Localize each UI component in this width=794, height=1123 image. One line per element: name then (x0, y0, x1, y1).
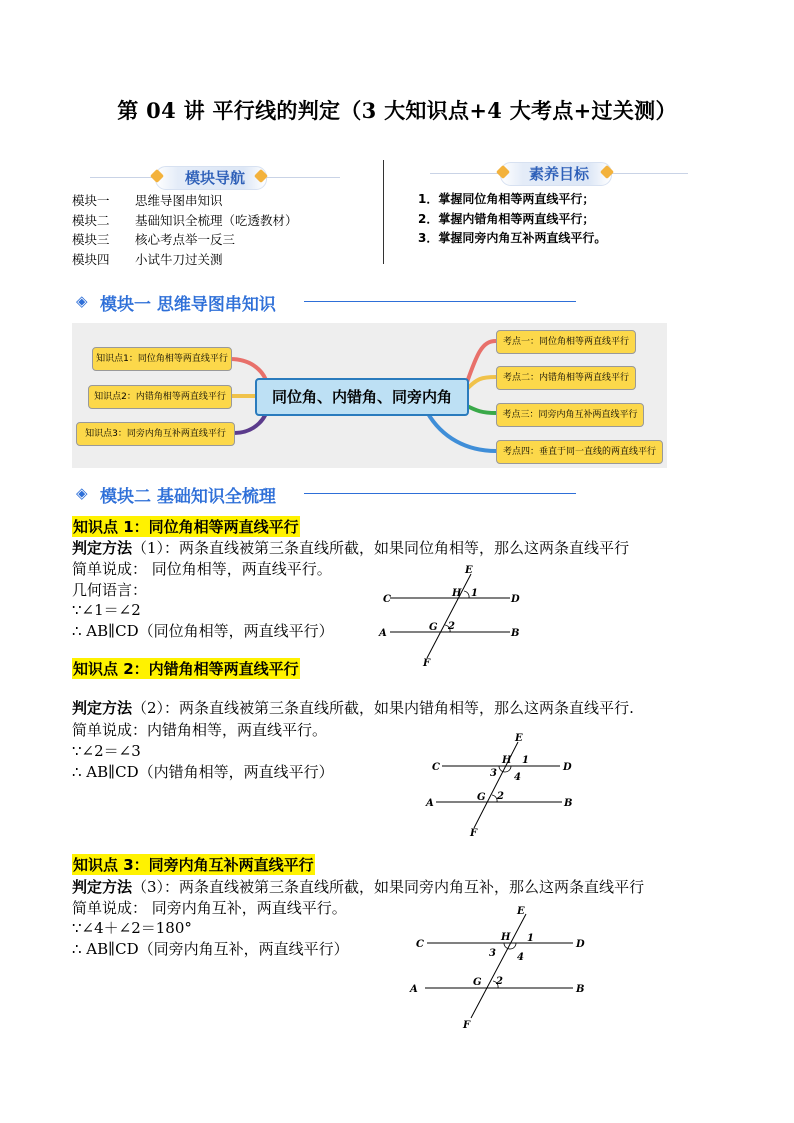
given-statement: ∵∠2＝∠3 (72, 742, 141, 760)
goal-item: 1．掌握同位角相等两直线平行； (418, 192, 595, 206)
label-A: A (379, 628, 387, 639)
label-A: A (426, 798, 434, 809)
goal-item: 3．掌握同旁内角互补两直线平行。 (418, 231, 607, 245)
goal-item: 2．掌握内错角相等两直线平行； (418, 211, 595, 226)
label-B: B (576, 984, 585, 995)
parallel-lines-diagram-2 (420, 730, 585, 840)
angle-2: 2 (496, 976, 503, 987)
knowledge-point-title: 知识点 1：同位角相等两直线平行 (73, 518, 299, 536)
label-E: E (515, 733, 523, 744)
label-G: G (429, 622, 438, 633)
label-E: E (465, 565, 473, 576)
parallel-lines-diagram-3 (405, 900, 590, 1035)
label-D: D (511, 594, 520, 605)
nav-item[interactable]: 模块四 小试牛刀过关测 (72, 251, 223, 267)
mind-map-node-right: 考点三：同旁内角互补两直线平行 (496, 403, 644, 427)
conclusion-statement: ∴ AB∥CD（内错角相等，两直线平行） (72, 763, 334, 781)
mind-map-node-right: 考点一：同位角相等两直线平行 (496, 330, 636, 354)
simple-statement: 简单说成： 同位角相等，两直线平行。 (72, 560, 332, 578)
label-E: E (517, 906, 525, 917)
simple-statement: 简单说成：内错角相等，两直线平行。 (72, 721, 328, 739)
angle-1: 1 (471, 588, 478, 599)
goals-heading-banner (430, 162, 688, 186)
mind-map (72, 323, 667, 468)
label-B: B (511, 628, 520, 639)
label-F: F (423, 658, 431, 669)
conclusion-statement: ∴ AB∥CD（同旁内角互补，两直线平行） (72, 940, 349, 958)
label-H: H (452, 588, 462, 599)
angle-3: 3 (489, 948, 496, 959)
angle-4: 4 (514, 772, 521, 783)
given-statement: ∵∠1＝∠2 (72, 601, 141, 619)
angle-1: 1 (522, 755, 529, 766)
label-C: C (416, 939, 424, 950)
label-C: C (383, 594, 391, 605)
nav-item[interactable]: 模块二 基础知识全梳理（吃透教材） (72, 212, 298, 228)
nav-item[interactable]: 模块一 思维导图串知识 (72, 193, 223, 208)
mind-map-node-left: 知识点2：内错角相等两直线平行 (88, 385, 232, 409)
angle-2: 2 (497, 791, 504, 802)
parallel-lines-diagram-1 (375, 562, 525, 670)
label-G: G (473, 977, 482, 988)
label-D: D (563, 762, 572, 773)
label-H: H (501, 932, 511, 943)
label-B: B (564, 798, 573, 809)
label-H: H (502, 755, 512, 766)
given-statement: ∵∠4＋∠2＝180° (72, 919, 192, 937)
knowledge-point-title: 知识点 2：内错角相等两直线平行 (73, 660, 299, 678)
nav-list (72, 191, 298, 269)
mind-map-node-right: 考点四：垂直于同一直线的两直线平行 (496, 440, 663, 464)
column-divider (383, 160, 384, 264)
method-line: 判定方法（2）：两条直线被第三条直线所截，如果内错角相等，那么这两条直线平行. (72, 699, 634, 717)
nav-item[interactable]: 模块三 核心考点举一反三 (72, 232, 236, 247)
knowledge-point-title: 知识点 3：同旁内角互补两直线平行 (73, 856, 314, 874)
angle-3: 3 (490, 768, 497, 779)
section-title: 模块一 思维导图串知识 (100, 295, 276, 315)
mind-map-node-right: 考点二：内错角相等两直线平行 (496, 366, 636, 390)
page-title: 第 04 讲 平行线的判定（3 大知识点+4 大考点+过关测） (117, 98, 677, 123)
section-heading-1 (76, 290, 576, 315)
section-title: 模块二 基础知识全梳理 (100, 487, 276, 507)
angle-1: 1 (527, 933, 534, 944)
section-diamond-icon: ◈ (76, 292, 88, 310)
goals-heading: 素养目标 (528, 165, 589, 183)
method-line: 判定方法（3）：两条直线被第三条直线所截，如果同旁内角互补，那么这两条直线平行 (72, 878, 645, 896)
angle-4: 4 (517, 952, 524, 963)
mind-map-node-left: 知识点3：同旁内角互补两直线平行 (76, 422, 235, 446)
mind-map-center-node: 同位角、内错角、同旁内角 (255, 378, 469, 416)
section-heading-2 (76, 482, 576, 507)
conclusion-statement: ∴ AB∥CD（同位角相等，两直线平行） (72, 622, 334, 640)
goals-list (418, 190, 606, 249)
section-diamond-icon: ◈ (76, 484, 88, 502)
label-A: A (410, 984, 418, 995)
label-F: F (463, 1020, 471, 1031)
mind-map-node-left: 知识点1：同位角相等两直线平行 (92, 347, 232, 371)
method-line: 判定方法（1）：两条直线被第三条直线所截，如果同位角相等，那么这两条直线平行 (72, 539, 630, 557)
label-D: D (576, 939, 585, 950)
nav-heading-banner (90, 166, 340, 190)
nav-heading: 模块导航 (184, 169, 245, 187)
label-F: F (470, 828, 478, 839)
simple-statement: 简单说成： 同旁内角互补，两直线平行。 (72, 899, 347, 917)
label-C: C (432, 762, 440, 773)
geometry-language: 几何语言： (72, 581, 148, 599)
angle-2: 2 (448, 621, 455, 632)
label-G: G (477, 792, 486, 803)
